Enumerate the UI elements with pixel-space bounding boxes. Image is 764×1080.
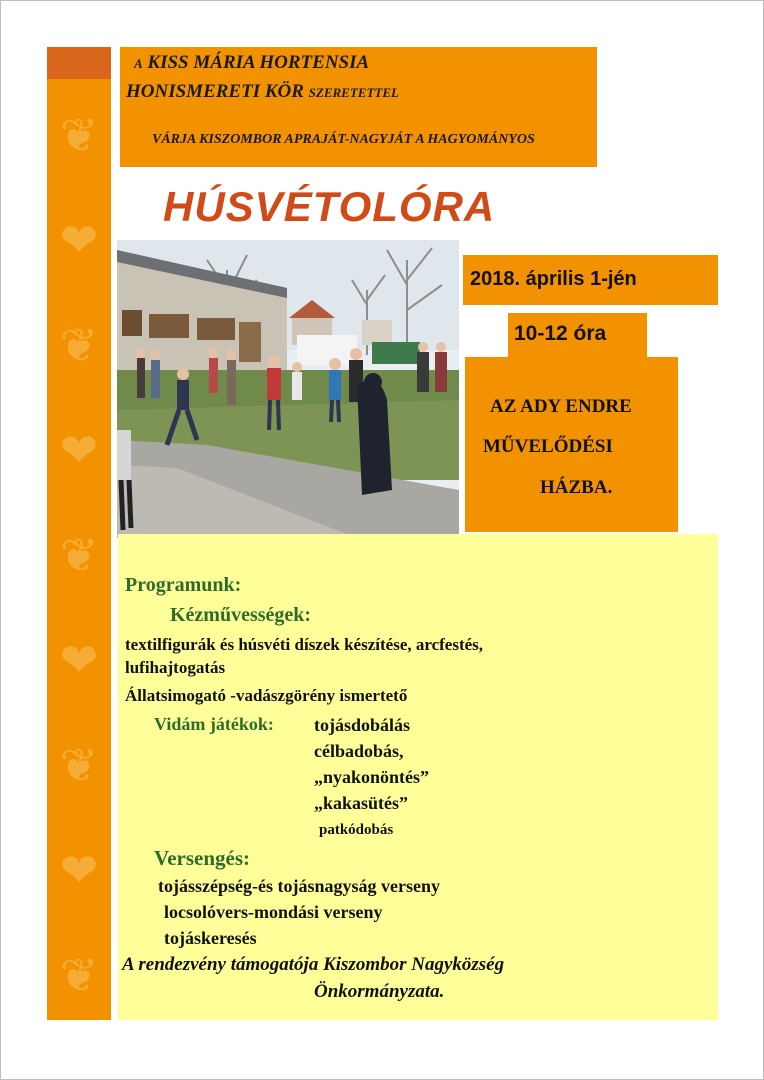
header-box xyxy=(120,47,597,167)
header-prefix: A xyxy=(134,56,143,71)
organizer-name: KISS MÁRIA HORTENSIA xyxy=(147,52,370,73)
floral-ornament-icon: ❦ xyxy=(59,948,99,1002)
program-box xyxy=(118,534,718,1020)
program-heading: Programunk: xyxy=(125,574,242,596)
contest-item: locsolóvers-mondási verseny xyxy=(164,902,383,922)
sponsor-line-1: A rendezvény támogatója Kiszombor Nagyközség xyxy=(122,954,505,975)
heart-ornament-icon: ❤ xyxy=(59,213,99,267)
game-item: patkódobás xyxy=(319,822,394,838)
contest-item: tojáskeresés xyxy=(164,928,257,948)
strip-top-band xyxy=(47,47,111,79)
floral-ornament-icon: ❦ xyxy=(59,528,99,582)
game-item: célbadobás, xyxy=(314,741,404,761)
floral-ornament-icon: ❦ xyxy=(59,738,99,792)
contest-heading: Versengés: xyxy=(154,846,251,870)
game-item: tojásdobálás xyxy=(314,715,411,735)
venue-line-3: HÁZBA. xyxy=(540,477,613,498)
header-suffix: SZERETETTEL xyxy=(308,85,399,100)
event-date: 2018. április 1-jén xyxy=(470,268,637,290)
venue-line-1: AZ ADY ENDRE xyxy=(490,396,632,417)
event-time: 10-12 óra xyxy=(514,322,607,345)
crafts-line-2: lufihajtogatás xyxy=(125,658,226,677)
event-title: HÚSVÉTOLÓRA xyxy=(163,183,496,230)
header-line-2 xyxy=(126,81,399,103)
venue-box xyxy=(465,357,678,532)
floral-ornament-icon: ❦ xyxy=(59,108,99,162)
crafts-line-1: textilfigurák és húsvéti díszek készítése, arcfestés, xyxy=(125,635,484,654)
header-line-1 xyxy=(134,52,369,74)
game-item: „nyakonöntés” xyxy=(314,767,430,787)
floral-ornament-icon: ❦ xyxy=(59,318,99,372)
organizer-circle: HONISMERETI KÖR xyxy=(126,81,304,102)
venue-line-2: MŰVELŐDÉSI xyxy=(483,436,613,457)
date-box xyxy=(463,255,718,305)
petting-zoo: Állatsimogató -vadászgörény ismertető xyxy=(125,686,408,705)
crafts-heading: Kézművességek: xyxy=(170,604,312,626)
event-photo xyxy=(117,240,459,538)
time-box xyxy=(508,313,647,357)
contest-item: tojásszépség-és tojásnagyság verseny xyxy=(158,876,440,896)
heart-ornament-icon: ❤ xyxy=(59,843,99,897)
heart-ornament-icon: ❤ xyxy=(59,423,99,477)
games-heading: Vidám játékok: xyxy=(154,714,274,734)
header-line-3: VÁRJA KISZOMBOR APRAJÁT-NAGYJÁT A HAGYOMÁNYOS xyxy=(152,132,535,147)
sponsor-line-2: Önkormányzata. xyxy=(314,981,445,1002)
game-item: „kakasütés” xyxy=(314,793,409,813)
heart-ornament-icon: ❤ xyxy=(59,633,99,687)
decorative-side-strip xyxy=(47,47,111,1020)
